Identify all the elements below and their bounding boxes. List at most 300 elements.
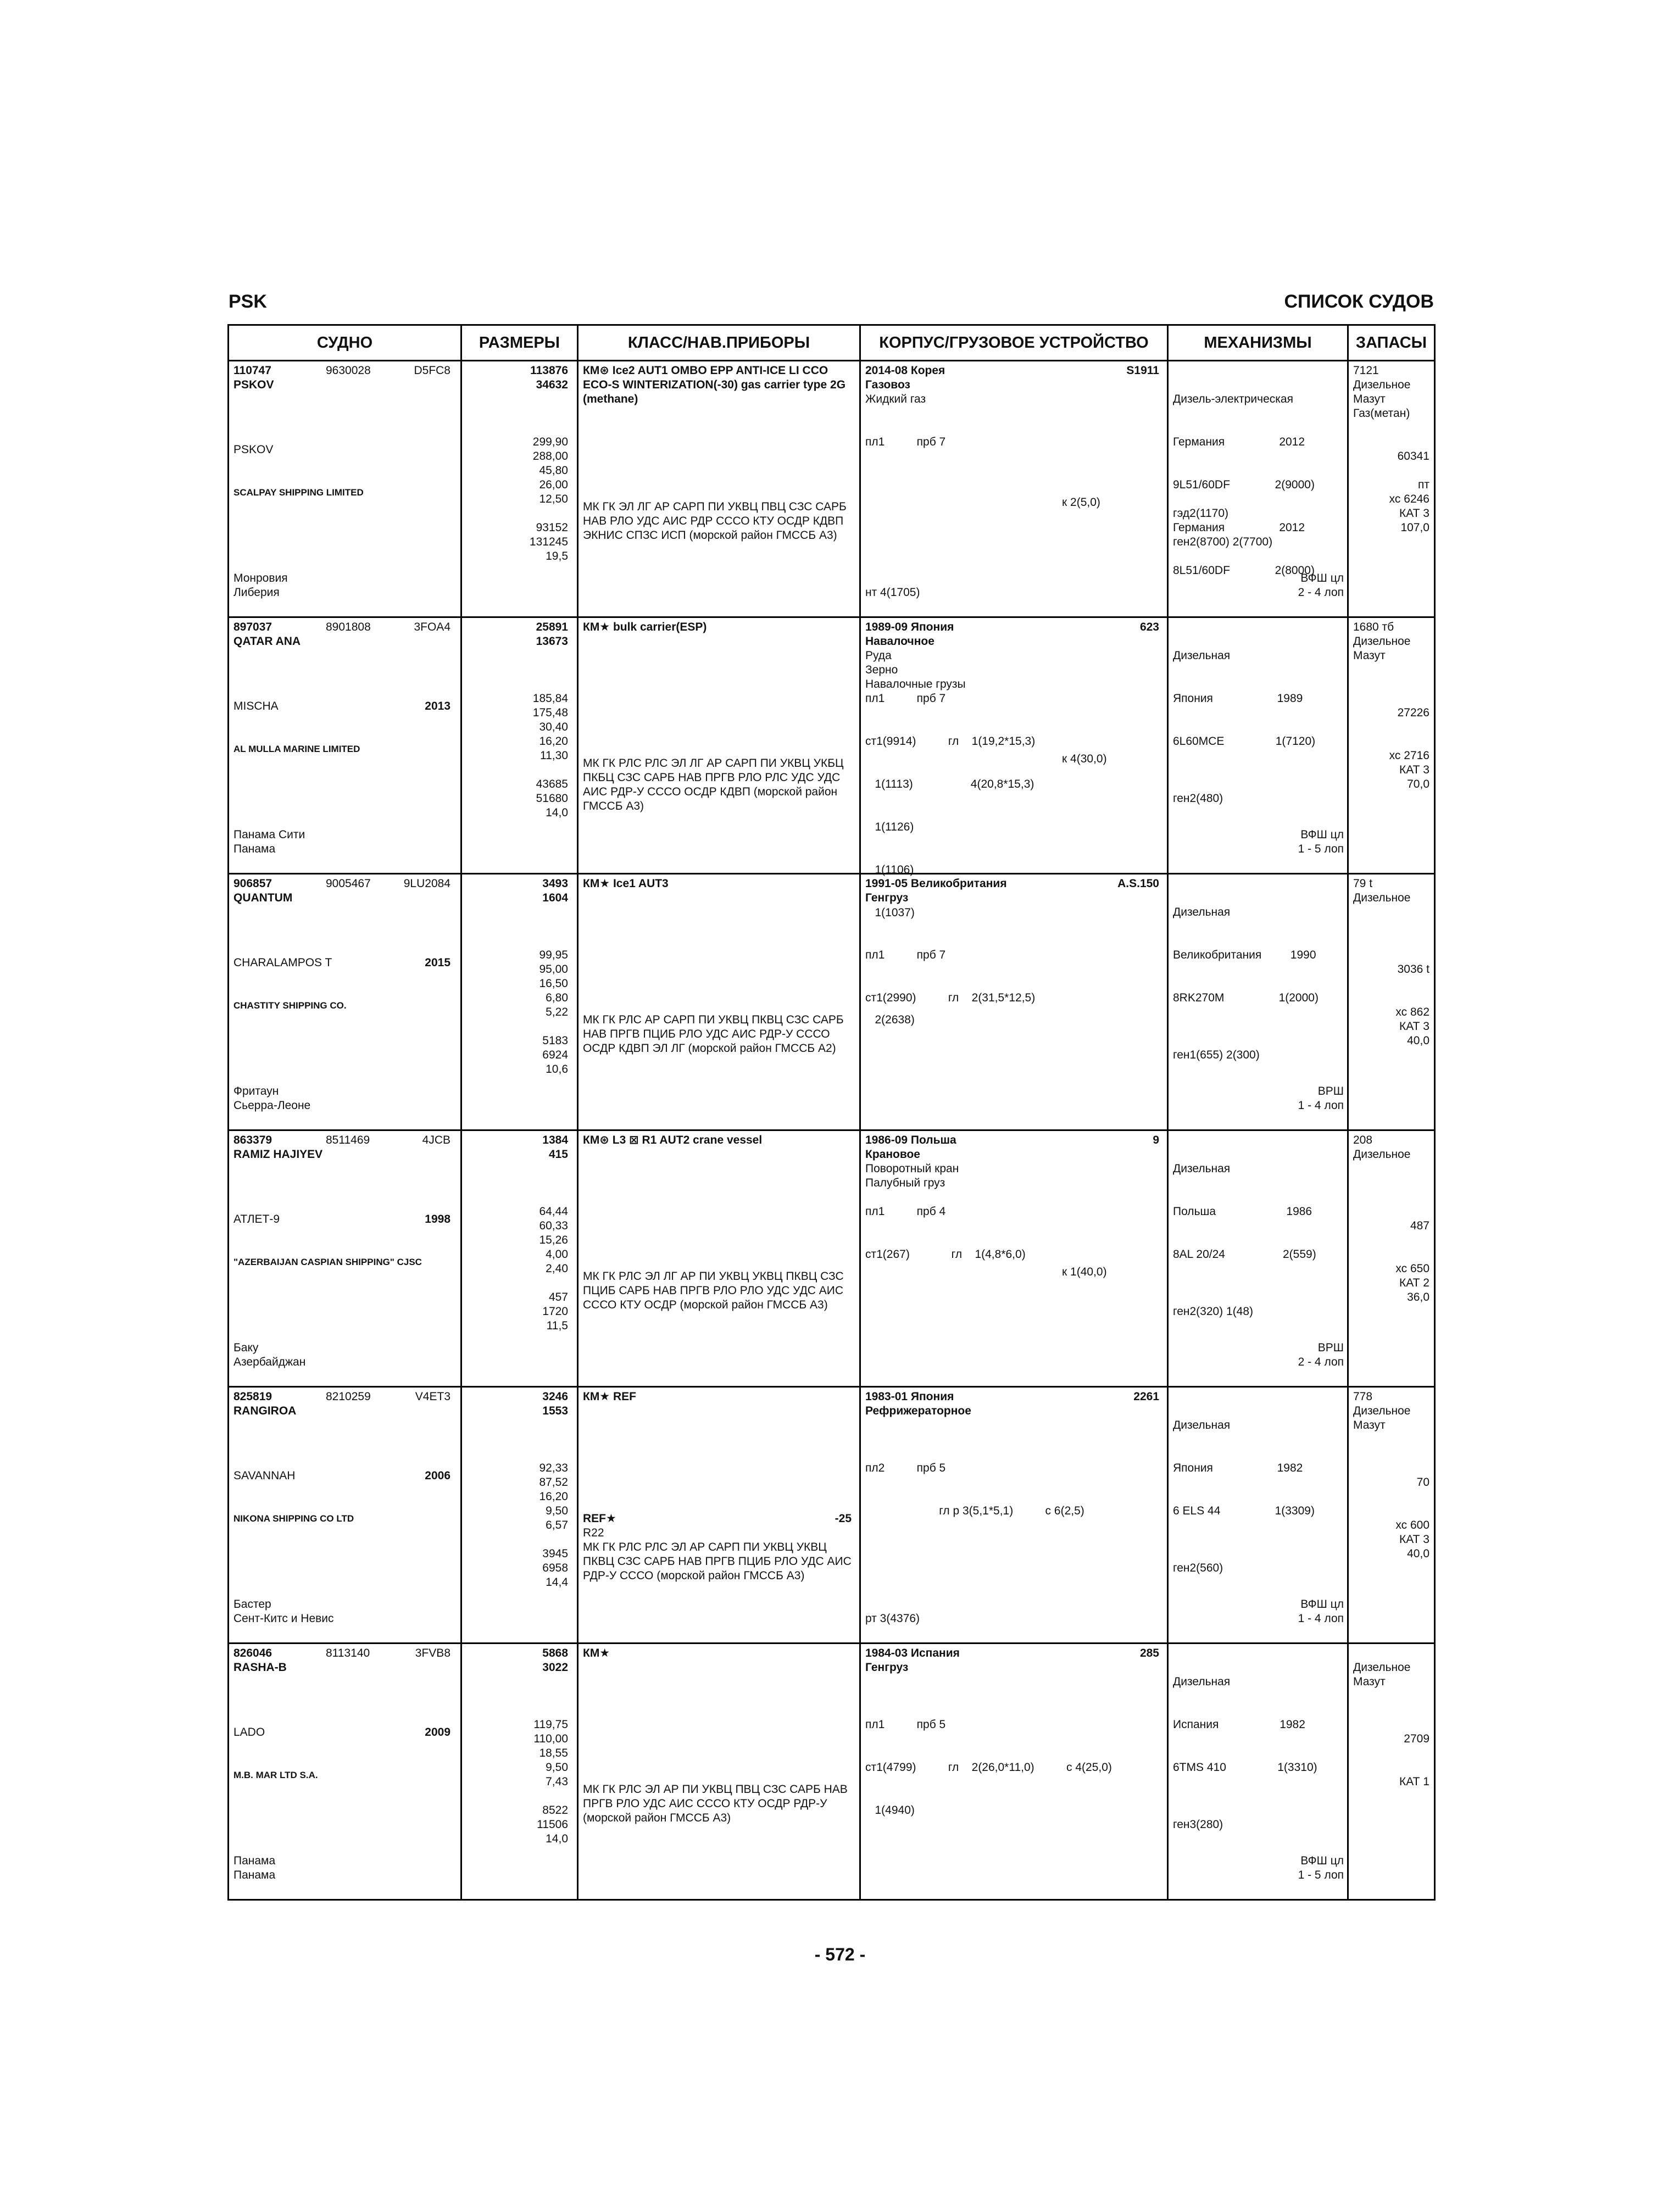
dim-value: 43685 xyxy=(536,778,568,790)
propulsion-info xyxy=(1298,1854,1344,1882)
stores-line: 36,0 xyxy=(1407,1291,1429,1303)
propeller-type: ВФШ цл xyxy=(1300,1598,1344,1611)
cargo-list xyxy=(865,392,926,406)
dim-value: 3945 xyxy=(542,1547,568,1560)
stores-line: Дизельное xyxy=(1353,1148,1411,1161)
stores-line xyxy=(1398,734,1429,749)
dim-value: 5,22 xyxy=(546,1006,568,1018)
owner-name: AL MULLA MARINE LIMITED xyxy=(233,744,360,754)
holds-hatches xyxy=(865,1219,1026,1405)
generator-line: гэд2(1170) xyxy=(1173,507,1228,520)
stores-line xyxy=(1410,1247,1429,1262)
ship-register-table xyxy=(227,324,1436,1901)
generator-line xyxy=(1173,1803,1223,1818)
dim-value: 16,20 xyxy=(539,735,568,748)
build-date-country: 1991-05 Великобритания xyxy=(865,877,1007,890)
propeller-type: ВРШ xyxy=(1317,1341,1344,1354)
engine-line: Германия 2012 xyxy=(1173,521,1305,534)
imo-number: 8511469 xyxy=(326,1134,370,1146)
flag-state: Панама xyxy=(233,843,276,855)
dim-value: 6924 xyxy=(542,1049,568,1061)
stores-line: Дизельное xyxy=(1353,1405,1411,1417)
stores-line: КАТ 3 xyxy=(1399,1533,1429,1546)
stores-line: хс 650 xyxy=(1395,1262,1429,1275)
dimensions-cell xyxy=(461,361,578,617)
stores-bot xyxy=(1395,1262,1429,1305)
hull-type: Навалочное xyxy=(865,635,934,648)
generator-line: ген2(320) 1(48) xyxy=(1173,1305,1254,1318)
dim-value: 45,80 xyxy=(539,464,568,477)
stores-cell xyxy=(1348,874,1435,1130)
page-number: - 572 - xyxy=(814,1945,866,1964)
decks-bulkheads: пл1 прб 7 xyxy=(865,949,946,961)
stores-top xyxy=(1353,877,1410,905)
engine-line: 9L51/60DF 2(9000) xyxy=(1173,478,1315,491)
call-sign: 4JCB xyxy=(422,1134,450,1146)
stores-mid xyxy=(1398,449,1429,492)
propulsion-info xyxy=(1298,1597,1344,1626)
dim-value: 12,50 xyxy=(539,493,568,505)
stores-mid xyxy=(1404,1732,1429,1775)
ship-cell xyxy=(229,361,461,617)
dimensions-cell xyxy=(461,1130,578,1387)
ship-row xyxy=(229,617,1435,874)
refer-extra: R22 xyxy=(583,1527,604,1539)
dimensions-cell xyxy=(461,1387,578,1644)
dims-mid xyxy=(539,948,568,1020)
home-port: Баку xyxy=(233,1341,259,1354)
build-date-country: 1983-01 Япония xyxy=(865,1390,954,1403)
dim-value: 11,30 xyxy=(540,749,568,762)
call-sign: D5FC8 xyxy=(414,364,450,377)
holds-hatches xyxy=(865,962,1035,1148)
tank-capacity: рт 3(4376) xyxy=(865,1612,920,1625)
stores-line: КАТ 3 xyxy=(1399,507,1429,520)
dim-value: 175,48 xyxy=(532,706,568,719)
class-cell xyxy=(578,1387,860,1644)
dimensions-cell xyxy=(461,617,578,874)
column-header-stores: ЗАПАСЫ xyxy=(1348,325,1435,361)
former-name-year: 2006 xyxy=(425,1469,450,1482)
stores-line: Дизельное xyxy=(1353,892,1411,904)
stores-line: 107,0 xyxy=(1400,521,1429,534)
hull-cell xyxy=(860,874,1168,1130)
nav-equipment: МК ГК РЛС ЭЛ АР ПИ УКВЦ ПВЦ СЗС САРБ НАВ ПРГВ РЛО УДС АИС СССО КТУ ОСДР РДР-У (морской район ГМССБ А3) xyxy=(583,1783,848,1824)
stores-line: Мазут xyxy=(1353,1419,1386,1431)
home-port: Монровия xyxy=(233,572,288,584)
propulsion-info xyxy=(1298,1084,1344,1113)
class-notation: КМ★ xyxy=(583,1647,610,1659)
ship-row xyxy=(229,874,1435,1130)
flag-state: Панама xyxy=(233,1869,276,1881)
ship-name: RAMIZ HAJIYEV xyxy=(233,1148,323,1161)
column-header-machinery: МЕХАНИЗМЫ xyxy=(1168,325,1348,361)
class-cell xyxy=(578,1644,860,1900)
dim-value: 3022 xyxy=(542,1661,568,1674)
machinery-cell xyxy=(1168,361,1348,617)
build-date-country: 2014-08 Корея xyxy=(865,364,945,377)
dim-value: 11,5 xyxy=(546,1319,568,1332)
ship-name: PSKOV xyxy=(233,378,274,391)
engine-line: Испания 1982 xyxy=(1173,1718,1305,1731)
hold-line: 1(1106) xyxy=(865,864,914,876)
decks-bulkheads: пл1 прб 7 xyxy=(865,692,946,705)
stores-cell xyxy=(1348,361,1435,617)
ship-name: QUANTUM xyxy=(233,892,293,904)
column-header-hull: КОРПУС/ГРУЗОВОЕ УСТРОЙСТВО xyxy=(860,325,1168,361)
hull-type: Генгруз xyxy=(865,1661,909,1674)
hull-cell xyxy=(860,1130,1168,1387)
propeller-type: ВФШ цл xyxy=(1300,828,1344,841)
former-name-year: 2013 xyxy=(425,700,450,712)
stores-line xyxy=(1404,1761,1429,1775)
stores-line xyxy=(1398,991,1429,1005)
dim-value: 64,44 xyxy=(539,1205,568,1218)
call-sign: 3FVB8 xyxy=(415,1647,450,1659)
reg-number: 897037 xyxy=(233,621,272,633)
dims-mid xyxy=(539,1461,568,1533)
decks-bulkheads: пл1 прб 4 xyxy=(865,1205,946,1218)
generator-line: ген3(280) xyxy=(1173,1818,1223,1831)
dims-top xyxy=(542,1133,568,1162)
generator-line xyxy=(1173,521,1272,535)
engine-line: Япония 1982 xyxy=(1173,1462,1303,1474)
dim-value: 3493 xyxy=(542,877,568,890)
stores-mid xyxy=(1398,962,1429,1005)
reg-number: 826046 xyxy=(233,1647,272,1659)
generator-info xyxy=(1173,1789,1223,1832)
flag-state: Либерия xyxy=(233,586,280,599)
generator-line xyxy=(1173,1276,1253,1290)
ship-cell xyxy=(229,617,461,874)
nav-equipment: МК ГК РЛС АР САРП ПИ УКВЦ ПКВЦ СЗС САРБ НАВ ПРГВ ПЦИБ РЛО УДС АИС РДР-У СССО ОСДР КДВП ЭЛ ЛГ (морской район ГМССБ А2) xyxy=(583,1013,844,1055)
generator-line xyxy=(1173,1789,1223,1803)
dims-top xyxy=(530,364,568,392)
decks-bulkheads: пл2 прб 5 xyxy=(865,1462,946,1474)
hull-cell xyxy=(860,361,1168,617)
ship-cell xyxy=(229,1130,461,1387)
hull-type: Крановое xyxy=(865,1148,920,1161)
build-date-country: 1986-09 Польша xyxy=(865,1134,956,1146)
stores-line: 7121 xyxy=(1353,364,1379,377)
former-name: SAVANNAH xyxy=(233,1469,296,1482)
former-name-year: 2015 xyxy=(425,956,450,969)
former-name-year: 2009 xyxy=(425,1726,450,1739)
dim-value: 92,33 xyxy=(539,1462,568,1474)
generator-info xyxy=(1173,1020,1260,1062)
dim-value: 16,50 xyxy=(539,977,568,990)
stores-line: пт xyxy=(1418,478,1429,491)
generator-info xyxy=(1173,763,1223,806)
dim-value: 10,6 xyxy=(546,1063,568,1076)
dimensions-cell xyxy=(461,874,578,1130)
hold-line: ст1(4799) гл 2(26,0*11,0) с 4(25,0) xyxy=(865,1761,1112,1774)
flag-state: Азербайджан xyxy=(233,1356,306,1368)
stores-line xyxy=(1398,464,1429,478)
dim-value: 299,90 xyxy=(532,436,568,448)
generator-line xyxy=(1173,1290,1253,1305)
stores-line: 487 xyxy=(1410,1219,1429,1232)
stores-line: 778 xyxy=(1353,1390,1373,1403)
stores-line: КАТ 2 xyxy=(1399,1277,1429,1289)
refer-label: REF★ xyxy=(583,1512,616,1525)
reg-number: 110747 xyxy=(233,364,271,377)
dims-top xyxy=(542,1646,568,1675)
dim-value: 415 xyxy=(548,1148,568,1161)
dim-value: 9,50 xyxy=(546,1505,568,1517)
engine-line: 8AL 20/24 2(559) xyxy=(1173,1248,1316,1261)
machinery-cell xyxy=(1168,1130,1348,1387)
hold-line: 1(1126) xyxy=(865,821,914,833)
dims-bot xyxy=(530,521,568,564)
stores-cell xyxy=(1348,617,1435,874)
reg-number: 906857 xyxy=(233,877,272,890)
propeller-blades: 2 - 4 лоп xyxy=(1298,1356,1344,1368)
stores-line: 2709 xyxy=(1404,1733,1429,1745)
stores-cell xyxy=(1348,1644,1435,1900)
refer-value: -25 xyxy=(835,1512,852,1525)
stores-top xyxy=(1353,364,1410,421)
stores-line: хс 2716 xyxy=(1389,749,1429,762)
dim-value: 93152 xyxy=(536,521,568,534)
dim-value: 9,50 xyxy=(546,1761,568,1774)
stores-line: 70,0 xyxy=(1407,778,1429,790)
engine-line: Дизельная xyxy=(1173,906,1231,918)
dims-top xyxy=(542,1390,568,1418)
dim-value: 110,00 xyxy=(533,1733,568,1745)
hull-type: Рефрижераторное xyxy=(865,1405,971,1417)
propeller-type: ВФШ цл xyxy=(1300,1854,1344,1867)
stores-line: Мазут xyxy=(1353,393,1386,405)
stores-top xyxy=(1353,1133,1410,1162)
engine-line: Дизель-электрическая xyxy=(1173,393,1293,405)
dim-value: 51680 xyxy=(536,792,568,805)
cargo-gear: к 1(40,0) xyxy=(1062,1266,1107,1278)
owner-name: "AZERBAIJAN CASPIAN SHIPPING" CJSC xyxy=(233,1257,422,1267)
propulsion-info xyxy=(1298,828,1344,856)
cargo-gear: к 2(5,0) xyxy=(1062,496,1100,509)
class-cell xyxy=(578,617,860,874)
stores-line: Мазут xyxy=(1353,1675,1386,1688)
yard-number: A.S.150 xyxy=(1117,877,1159,890)
nav-equipment: МК ГК РЛС РЛС ЭЛ АР САРП ПИ УКВЦ УКВЦ ПКВЦ СЗС САРБ НАВ ПРГВ ПЦИБ РЛО УДС АИС РДР-У СССО (морской район ГМССБ А3) xyxy=(583,1541,852,1582)
stores-cell xyxy=(1348,1387,1435,1644)
propeller-blades: 2 - 4 лоп xyxy=(1298,586,1344,599)
class-notation: КМ⊛ Ice2 AUT1 OMBO EPP ANTI-ICE LI CCO ECO-S WINTERIZATION(-30) gas carrier type 2G (methane) xyxy=(583,364,846,405)
stores-line: 60341 xyxy=(1397,450,1429,463)
stores-line xyxy=(1410,1233,1429,1247)
dims-bot xyxy=(542,1290,568,1333)
yard-number: 623 xyxy=(1139,621,1159,633)
former-name: CHARALAMPOS T xyxy=(233,956,332,969)
dims-mid xyxy=(533,692,568,763)
dims-mid xyxy=(539,1205,568,1276)
hold-line: ст1(267) гл 1(4,8*6,0) xyxy=(865,1248,1026,1261)
dim-value: 30,40 xyxy=(539,721,568,733)
hull-type: Газовоз xyxy=(865,378,910,391)
tank-capacity: нт 4(1705) xyxy=(865,586,920,599)
cargo-list xyxy=(865,1162,959,1190)
class-notation: КМ★ bulk carrier(ESP) xyxy=(583,621,707,633)
nav-equipment: МК ГК ЭЛ ЛГ АР САРП ПИ УКВЦ ПВЦ СЗС САРБ НАВ РЛО УДС АИС РДР СССО КТУ ОСДР КДВП ЭКНИС СПЗС ИСП (морской район ГМССБ А3) xyxy=(583,500,847,542)
stores-bot xyxy=(1389,492,1429,535)
dims-mid xyxy=(533,1718,568,1789)
ship-list xyxy=(229,361,1435,1900)
reg-number: 825819 xyxy=(233,1390,272,1403)
generator-info xyxy=(1173,1276,1253,1319)
dim-value: 8522 xyxy=(542,1804,568,1817)
stores-line xyxy=(1398,977,1429,991)
machinery-cell xyxy=(1168,617,1348,874)
engine-line: Дизельная xyxy=(1173,1675,1231,1688)
dim-value: 131245 xyxy=(529,536,568,548)
stores-line: хс 862 xyxy=(1395,1006,1429,1018)
home-port: Панама xyxy=(233,1854,276,1867)
stores-line: хс 600 xyxy=(1395,1519,1429,1531)
stores-line: 79 t xyxy=(1353,877,1373,890)
class-cell xyxy=(578,1130,860,1387)
call-sign: 3FOA4 xyxy=(414,621,450,633)
generator-line xyxy=(1173,1020,1260,1034)
stores-mid xyxy=(1417,1475,1429,1518)
generator-line xyxy=(1173,763,1223,777)
generator-line: ген2(560) xyxy=(1173,1562,1223,1574)
stores-line xyxy=(1417,1504,1429,1518)
dims-bot xyxy=(542,1547,568,1590)
stores-line: Дизельное xyxy=(1353,378,1411,391)
hold-line: гл р 3(5,1*5,1) с 6(2,5) xyxy=(865,1505,1084,1517)
dim-value: 1384 xyxy=(542,1134,568,1146)
build-date-country: 1989-09 Япония xyxy=(865,621,954,633)
stores-bot xyxy=(1399,1775,1429,1789)
stores-line: 1680 тб xyxy=(1353,621,1394,633)
dim-value: 16,20 xyxy=(539,1490,568,1503)
cargo-list xyxy=(865,649,966,692)
holds-hatches xyxy=(865,1732,1112,1932)
hull-type: Генгруз xyxy=(865,892,909,904)
imo-number: 9630028 xyxy=(326,364,371,377)
stores-line: Дизельное xyxy=(1353,635,1411,648)
ship-name: RASHA-B xyxy=(233,1661,287,1674)
hull-cell xyxy=(860,1644,1168,1900)
machinery-cell xyxy=(1168,1644,1348,1900)
dim-value: 288,00 xyxy=(532,450,568,463)
former-name: АТЛЕТ-9 xyxy=(233,1213,280,1225)
dim-value: 19,5 xyxy=(546,550,568,562)
stores-line: Газ(метан) xyxy=(1353,407,1410,420)
engine-line: Германия 2012 xyxy=(1173,436,1305,448)
propeller-blades: 1 - 4 лоп xyxy=(1298,1612,1344,1625)
dim-value: 6,80 xyxy=(546,991,568,1004)
former-name-year: 1998 xyxy=(425,1213,450,1225)
dim-value: 4,00 xyxy=(546,1248,568,1261)
stores-mid xyxy=(1398,706,1429,749)
column-header-dimensions: РАЗМЕРЫ xyxy=(461,325,578,361)
cargo-item: Палубный груз xyxy=(865,1177,945,1189)
ship-row xyxy=(229,1130,1435,1387)
propeller-blades: 1 - 4 лоп xyxy=(1298,1099,1344,1112)
generator-line xyxy=(1173,1547,1223,1561)
engine-line: 6 ELS 44 1(3309) xyxy=(1173,1505,1315,1517)
page-header-right: СПИСОК СУДОВ xyxy=(1284,291,1434,312)
dims-top xyxy=(542,877,568,905)
decks-bulkheads: пл1 прб 7 xyxy=(865,436,946,448)
dim-value: 5183 xyxy=(542,1034,568,1047)
dim-value: 14,0 xyxy=(546,1832,568,1845)
engine-line: 6L60MCE 1(7120) xyxy=(1173,735,1316,748)
imo-number: 8210259 xyxy=(326,1390,371,1403)
nav-equipment: МК ГК РЛС РЛС ЭЛ ЛГ АР САРП ПИ УКВЦ УКБЦ ПКБЦ СЗС САРБ НАВ ПРГВ РЛО РЛС УДС УДС АИС РДР-У СССО ОСДР КДВП (морской район ГМССБ А3) xyxy=(583,757,844,812)
hull-extra: 2(2638) xyxy=(865,1013,915,1026)
owner-name: M.B. MAR LTD S.A. xyxy=(233,1770,318,1780)
ship-row xyxy=(229,1644,1435,1900)
stores-line: 27226 xyxy=(1397,706,1429,719)
former-name: MISCHA xyxy=(233,700,279,712)
yard-number: 9 xyxy=(1153,1134,1159,1146)
hull-cell xyxy=(860,1387,1168,1644)
stores-top xyxy=(1353,1646,1410,1689)
dim-value: 87,52 xyxy=(539,1476,568,1489)
dim-value: 60,33 xyxy=(539,1219,568,1232)
home-port: Бастер xyxy=(233,1598,271,1611)
dim-value: 13673 xyxy=(536,635,568,648)
call-sign: 9LU2084 xyxy=(403,877,450,890)
dim-value: 95,00 xyxy=(539,963,568,976)
cargo-item: Руда xyxy=(865,649,892,662)
dims-bot xyxy=(537,1803,568,1846)
engine-line: 6TMS 410 1(3310) xyxy=(1173,1761,1317,1774)
stores-line: хс 6246 xyxy=(1389,493,1429,505)
dims-mid xyxy=(533,435,568,506)
dim-value: 14,0 xyxy=(546,806,568,819)
generator-line xyxy=(1173,777,1223,792)
dim-value: 99,95 xyxy=(539,949,568,961)
stores-line: 3036 t xyxy=(1397,963,1429,976)
column-header-ship: СУДНО xyxy=(229,325,461,361)
class-cell xyxy=(578,874,860,1130)
stores-line: 40,0 xyxy=(1407,1547,1429,1560)
dim-value: 7,43 xyxy=(546,1775,568,1788)
dim-value: 1720 xyxy=(542,1305,568,1318)
dim-value: 3246 xyxy=(542,1390,568,1403)
ship-name: QATAR ANA xyxy=(233,635,301,648)
hold-line: ст1(2990) гл 2(31,5*12,5) xyxy=(865,991,1036,1004)
call-sign: V4ET3 xyxy=(415,1390,450,1403)
former-name: LADO xyxy=(233,1726,265,1739)
hold-line: 1(4940) xyxy=(865,1804,915,1817)
home-port: Фритаун xyxy=(233,1085,279,1098)
generator-line xyxy=(1173,1533,1223,1547)
decks-bulkheads: пл1 прб 5 xyxy=(865,1718,946,1731)
cargo-item: Поворотный кран xyxy=(865,1162,959,1175)
dim-value: 14,4 xyxy=(546,1576,568,1589)
engine-line: 8RK270M 1(2000) xyxy=(1173,991,1319,1004)
yard-number: 285 xyxy=(1139,1647,1159,1659)
stores-top xyxy=(1353,1390,1410,1433)
stores-bot xyxy=(1395,1005,1429,1048)
ship-name: RANGIROA xyxy=(233,1405,297,1417)
ship-cell xyxy=(229,874,461,1130)
class-notation: КМ★ REF xyxy=(583,1390,636,1403)
imo-number: 9005467 xyxy=(326,877,371,890)
machinery-cell xyxy=(1168,874,1348,1130)
dim-value: 11506 xyxy=(537,1818,568,1831)
stores-line: Мазут xyxy=(1353,649,1386,662)
imo-number: 8113140 xyxy=(326,1647,370,1659)
holds-hatches xyxy=(865,1475,1084,1661)
imo-number: 8901808 xyxy=(326,621,371,633)
propeller-blades: 1 - 5 лоп xyxy=(1298,1869,1344,1881)
